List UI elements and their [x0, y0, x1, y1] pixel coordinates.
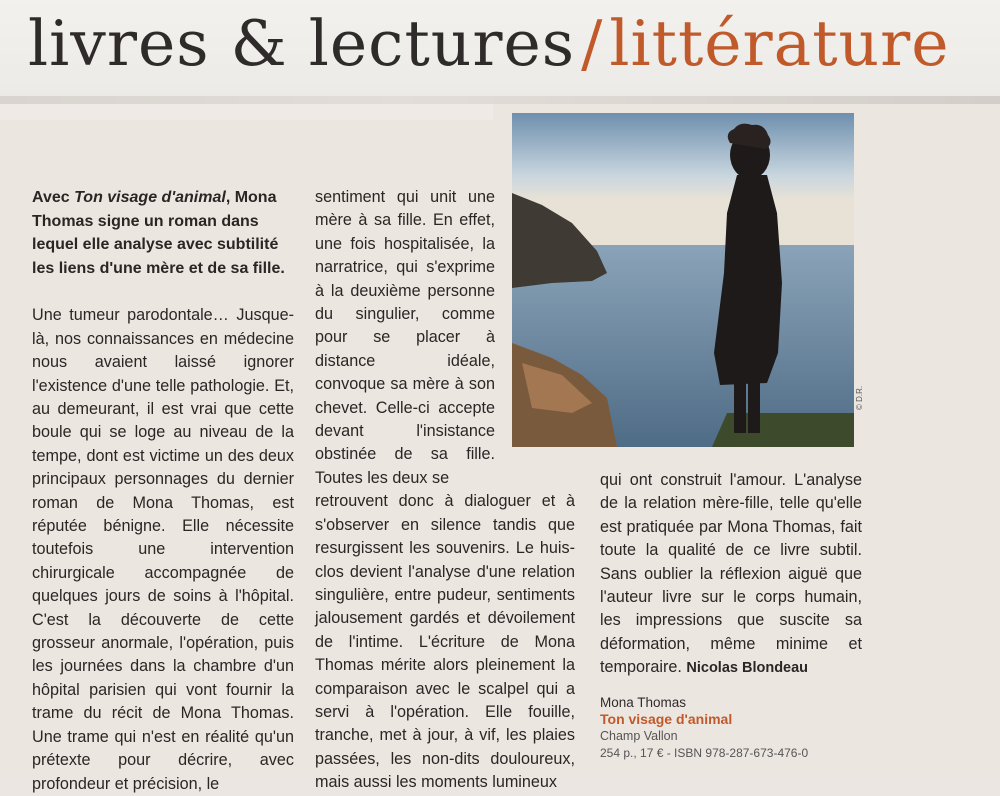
woman-by-sea-image [512, 113, 854, 447]
book-publisher: Champ Vallon [600, 729, 678, 743]
masthead-subsection: littérature [609, 7, 950, 80]
page-edge [0, 104, 493, 120]
masthead [28, 4, 950, 84]
book-author: Mona Thomas [600, 695, 687, 710]
photo-credit: © D.R. [855, 385, 864, 410]
book-details: 254 p., 17 € - ISBN 978-287-673-476-0 [600, 746, 809, 760]
book-title: Ton visage d'animal [600, 711, 733, 727]
column-3-text: qui ont construit l'amour. L'analyse de la relation mère-fille, telle qu'elle est pratiquée par Mona Thomas, fait toute la qualité de ce livre subtil. Sans oublier la réflexion aiguë que l'auteur livre sur le corps humain, les impressions que suscite sa déformation, même minime et temporaire. [600, 471, 862, 677]
lead-text-start: Avec [32, 189, 75, 206]
column-3 [600, 469, 862, 681]
column-1-body: Une tumeur parodontale… Jusque-là, nos connaissances en médecine nous avaient laissé ignorer l'existence d'une telle pathologie. Et, au demeurant, il est vrai que cette boule qui se loge au niveau de la tempe, dont est victime un des deux principaux personnages du dernier roman de Mona Thomas, est réputée bénigne. Elle nécessite toutefois une intervention chirurgicale accompagnée de quelques jours de soins à l'hôpital. C'est la découverte de cette grosseur anormale, l'opération, puis les journées dans la chambre d'un hôpital parisien qui vont fournir la trame du récit de Mona Thomas. Une trame qui n'est en réalité qu'un prétexte pour décrire, avec profondeur et précision, le [32, 306, 294, 793]
masthead-separator: / [581, 7, 604, 80]
article-photo [512, 113, 854, 447]
column-1 [32, 186, 294, 796]
lead-text-end: , Mona Thomas signe un roman dans lequel elle analyse avec subtilité les liens d'une mère et de sa fille. [32, 189, 285, 277]
column-2-body-wide: retrouvent donc à dialoguer et à s'observer en silence tandis que resurgissent les souvenirs. Le huis-clos devient l'analyse d'une relation singulière, entre pudeur, sentiments jalousement gardés et dévoilement de l'intime. L'écriture de Mona Thomas mérite alors pleinement la comparaison avec le scalpel qui a servi à l'opération. Elle fouille, tranche, met à jour, à vif, les plaies passées, les non-dits douloureux, mais aussi les moments lumineux [315, 492, 575, 792]
lead-book-title: Ton visage d'animal [74, 189, 226, 206]
book-info [600, 694, 900, 762]
masthead-section: livres & lectures [28, 7, 576, 80]
column-2-body-narrow: sentiment qui unit une mère à sa fille. En effet, une fois hospitalisée, la narratrice, qui s'exprime à la deuxième personne du singulier, comme pour se placer à distance idéale, convoque sa mère à son chevet. Celle-ci accepte devant l'insistance obstinée de sa fille. Toutes les deux se [315, 188, 495, 487]
column-3-body [600, 469, 862, 681]
article-signature: Nicolas Blondeau [686, 660, 809, 677]
article-lead [32, 186, 294, 280]
